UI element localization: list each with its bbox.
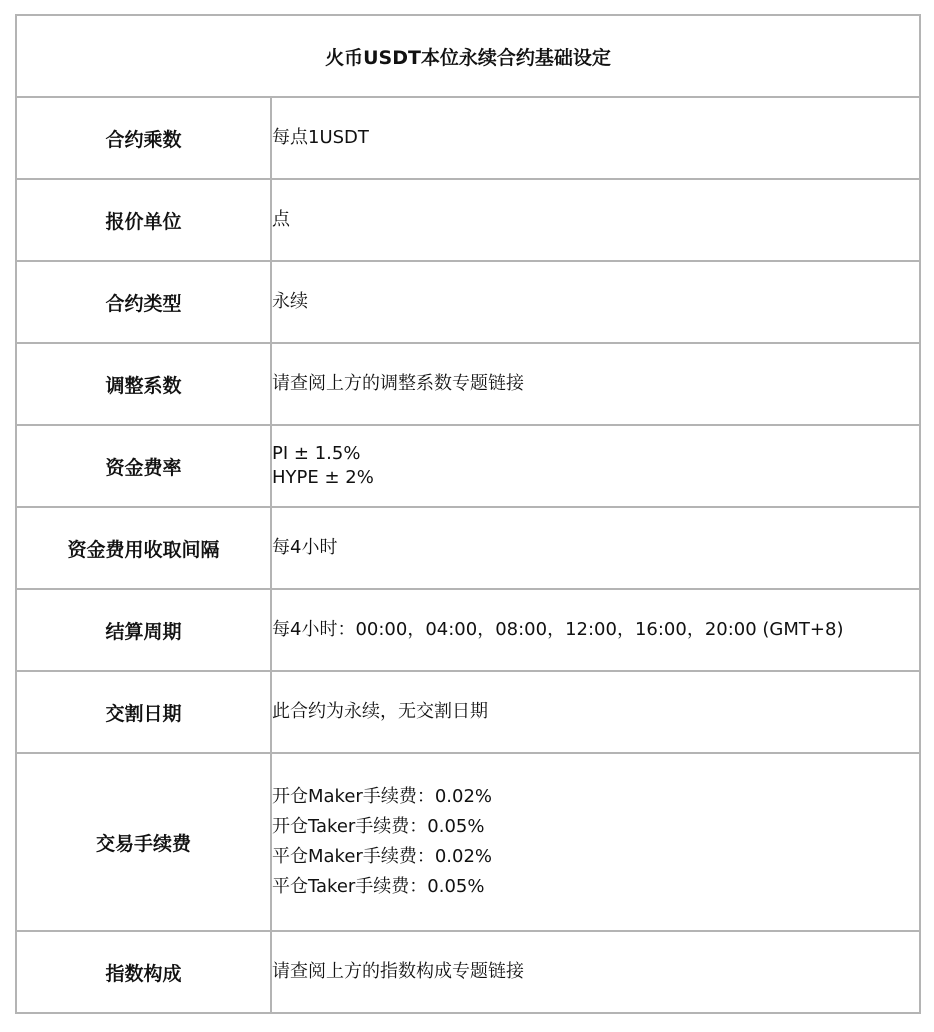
row-value [271, 931, 920, 1013]
row-value [271, 97, 920, 179]
row-label: 报价单位 [16, 179, 271, 261]
table-row-adjustment-factor [16, 343, 920, 425]
table-row-delivery-date [16, 671, 920, 753]
table-row-index-composition [16, 931, 920, 1013]
value-line: 每点1USDT [272, 127, 369, 148]
value-line: 每4小时 [272, 537, 338, 558]
row-label: 合约类型 [16, 261, 271, 343]
table-row-trading-fees [16, 753, 920, 931]
row-label: 资金费率 [16, 425, 271, 507]
row-label: 结算周期 [16, 589, 271, 671]
value-line: 平仓Taker手续费：0.05% [272, 876, 485, 897]
table-row-settlement-cycle [16, 589, 920, 671]
row-value [271, 261, 920, 343]
row-label: 资金费用收取间隔 [16, 507, 271, 589]
value-line: 开仓Maker手续费：0.02% [272, 786, 492, 807]
row-value [271, 589, 920, 671]
value-line: 平仓Maker手续费：0.02% [272, 846, 492, 867]
row-value [271, 343, 920, 425]
table-row-quote-unit [16, 179, 920, 261]
value-line: PI ± 1.5% [272, 443, 361, 464]
row-label: 指数构成 [16, 931, 271, 1013]
row-value [271, 425, 920, 507]
row-label: 交割日期 [16, 671, 271, 753]
value-line: 点 [272, 209, 290, 230]
value-line: 永续 [272, 291, 308, 312]
row-value [271, 671, 920, 753]
value-line: 每4小时：00:00，04:00，08:00，12:00，16:00，20:00 (GMT+8) [272, 619, 844, 640]
table-row-contract-multiplier [16, 97, 920, 179]
table-title: 火币USDT本位永续合约基础设定 [16, 15, 920, 97]
contract-spec-table [15, 14, 921, 1014]
row-label: 合约乘数 [16, 97, 271, 179]
value-line: 开仓Taker手续费：0.05% [272, 816, 485, 837]
table-row-funding-interval [16, 507, 920, 589]
value-line: 请查阅上方的指数构成专题链接 [272, 961, 524, 982]
row-value [271, 753, 920, 931]
value-line: 请查阅上方的调整系数专题链接 [272, 373, 524, 394]
table-row-contract-type [16, 261, 920, 343]
row-label: 调整系数 [16, 343, 271, 425]
value-line: HYPE ± 2% [272, 467, 374, 488]
row-value [271, 507, 920, 589]
row-label: 交易手续费 [16, 753, 271, 931]
value-line: 此合约为永续，无交割日期 [272, 701, 488, 722]
table-title-row [16, 15, 920, 97]
table-row-funding-rate [16, 425, 920, 507]
row-value [271, 179, 920, 261]
